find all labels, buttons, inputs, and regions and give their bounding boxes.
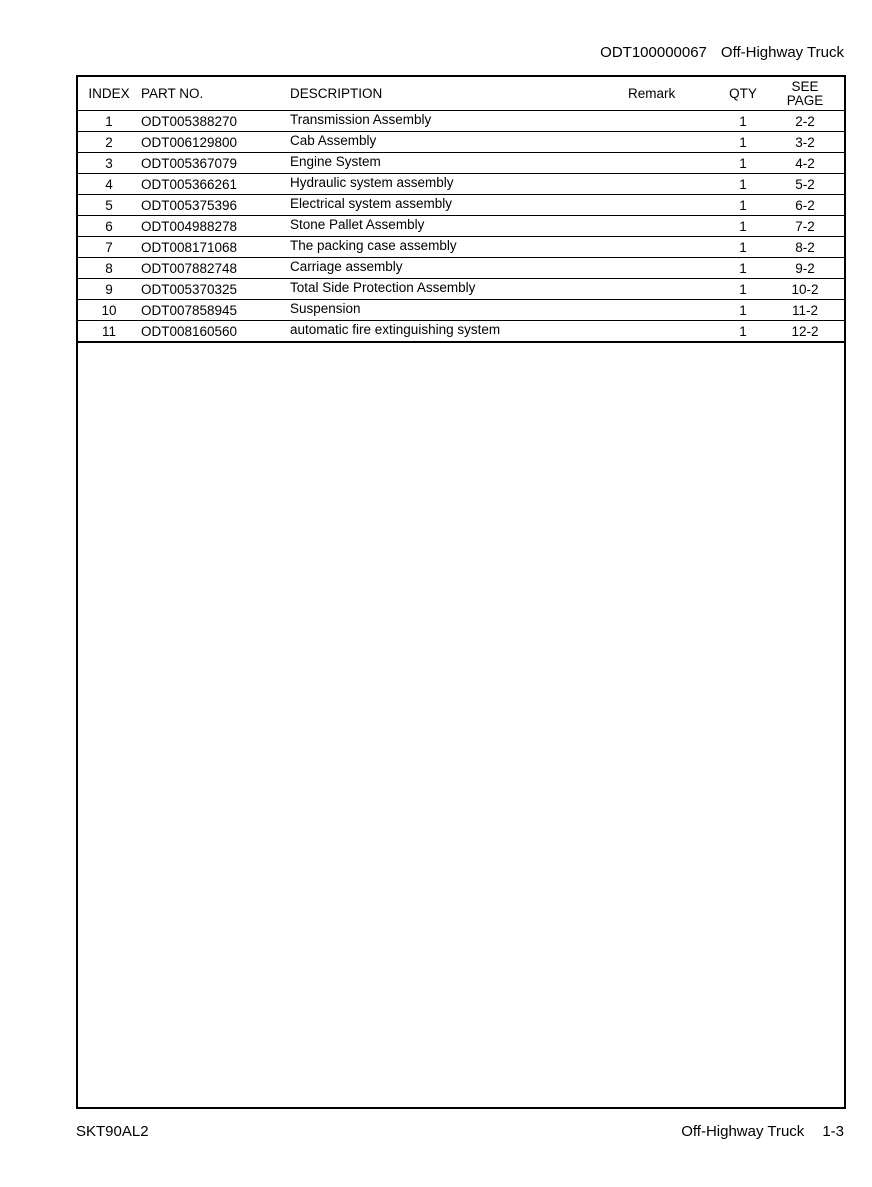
cell-index: 10	[101, 302, 117, 318]
cell-see-page: 5-2	[795, 176, 815, 192]
cell-remark	[628, 300, 720, 321]
cell-remark	[628, 174, 720, 195]
page-footer	[681, 1123, 844, 1140]
page-number: 1-3	[822, 1123, 844, 1140]
col-qty-header: QTY	[729, 85, 757, 101]
table-row	[78, 258, 844, 279]
cell-remark	[628, 279, 720, 300]
cell-part-no: ODT005367079	[141, 155, 238, 171]
see-label: SEE	[791, 78, 819, 94]
table-row	[78, 132, 844, 153]
cell-qty: 1	[739, 155, 747, 171]
cell-index: 5	[105, 197, 113, 213]
cell-part-no: ODT005366261	[141, 176, 238, 192]
cell-description: Cab Assembly	[290, 132, 377, 148]
cell-qty: 1	[739, 239, 747, 255]
cell-description: Engine System	[290, 153, 381, 169]
cell-qty: 1	[739, 218, 747, 234]
cell-remark	[628, 132, 720, 153]
cell-qty: 1	[739, 176, 747, 192]
page-header	[600, 44, 844, 61]
page-label: PAGE	[786, 92, 824, 108]
cell-index: 2	[105, 134, 113, 150]
table-row	[78, 237, 844, 258]
cell-part-no: ODT008171068	[141, 239, 238, 255]
cell-description: Hydraulic system assembly	[290, 174, 454, 190]
cell-description: Total Side Protection Assembly	[290, 279, 476, 295]
cell-part-no: ODT004988278	[141, 218, 238, 234]
cell-qty: 1	[739, 134, 747, 150]
cell-see-page: 4-2	[795, 155, 815, 171]
cell-remark	[628, 111, 720, 132]
table-row	[78, 321, 844, 343]
cell-part-no: ODT007858945	[141, 302, 238, 318]
col-remark-header: Remark	[628, 85, 676, 101]
cell-qty: 1	[739, 260, 747, 276]
table-row	[78, 153, 844, 174]
cell-description: Electrical system assembly	[290, 195, 453, 211]
cell-remark	[628, 321, 720, 343]
parts-list-frame	[76, 75, 846, 1109]
cell-index: 11	[101, 323, 116, 339]
cell-remark	[628, 258, 720, 279]
cell-remark	[628, 153, 720, 174]
col-part-no-header: PART NO.	[141, 85, 204, 101]
cell-see-page: 8-2	[795, 239, 815, 255]
table-row	[78, 174, 844, 195]
cell-part-no: ODT008160560	[141, 323, 238, 339]
cell-index: 4	[105, 176, 113, 192]
parts-table	[78, 77, 844, 343]
cell-remark	[628, 195, 720, 216]
cell-part-no: ODT005370325	[141, 281, 238, 297]
cell-index: 9	[105, 281, 113, 297]
table-row	[78, 216, 844, 237]
cell-index: 1	[105, 113, 113, 129]
cell-see-page: 3-2	[795, 134, 815, 150]
col-see-page-header	[766, 77, 844, 111]
cell-description: Carriage assembly	[290, 258, 403, 274]
cell-index: 3	[105, 155, 113, 171]
cell-see-page: 6-2	[795, 197, 815, 213]
cell-see-page: 9-2	[795, 260, 815, 276]
footer-code: SKT90AL2	[76, 1123, 149, 1140]
cell-qty: 1	[739, 113, 747, 129]
cell-part-no: ODT005388270	[141, 113, 238, 129]
cell-index: 6	[105, 218, 113, 234]
cell-qty: 1	[739, 302, 747, 318]
cell-qty: 1	[739, 197, 747, 213]
cell-description: Transmission Assembly	[290, 111, 432, 127]
cell-see-page: 12-2	[791, 323, 819, 339]
cell-qty: 1	[739, 323, 747, 339]
cell-index: 7	[105, 239, 113, 255]
cell-part-no: ODT006129800	[141, 134, 238, 150]
cell-qty: 1	[739, 281, 747, 297]
cell-see-page: 2-2	[795, 113, 815, 129]
cell-part-no: ODT007882748	[141, 260, 238, 276]
cell-see-page: 11-2	[791, 302, 819, 318]
col-description-header: DESCRIPTION	[290, 85, 383, 101]
footer-title: Off-Highway Truck	[681, 1123, 805, 1140]
table-row	[78, 111, 844, 132]
cell-remark	[628, 237, 720, 258]
table-row	[78, 195, 844, 216]
cell-index: 8	[105, 260, 113, 276]
cell-part-no: ODT005375396	[141, 197, 238, 213]
table-row	[78, 279, 844, 300]
doc-number: ODT100000067	[600, 44, 707, 61]
cell-description: automatic fire extinguishing system	[290, 321, 501, 337]
cell-see-page: 7-2	[795, 218, 815, 234]
header-model: Off-Highway Truck	[720, 44, 844, 61]
cell-see-page: 10-2	[791, 281, 819, 297]
cell-description: Suspension	[290, 300, 361, 316]
col-index-header: INDEX	[88, 85, 130, 101]
cell-description: The packing case assembly	[290, 237, 457, 253]
cell-remark	[628, 216, 720, 237]
table-row	[78, 300, 844, 321]
table-header-row	[78, 77, 844, 111]
cell-description: Stone Pallet Assembly	[290, 216, 425, 232]
